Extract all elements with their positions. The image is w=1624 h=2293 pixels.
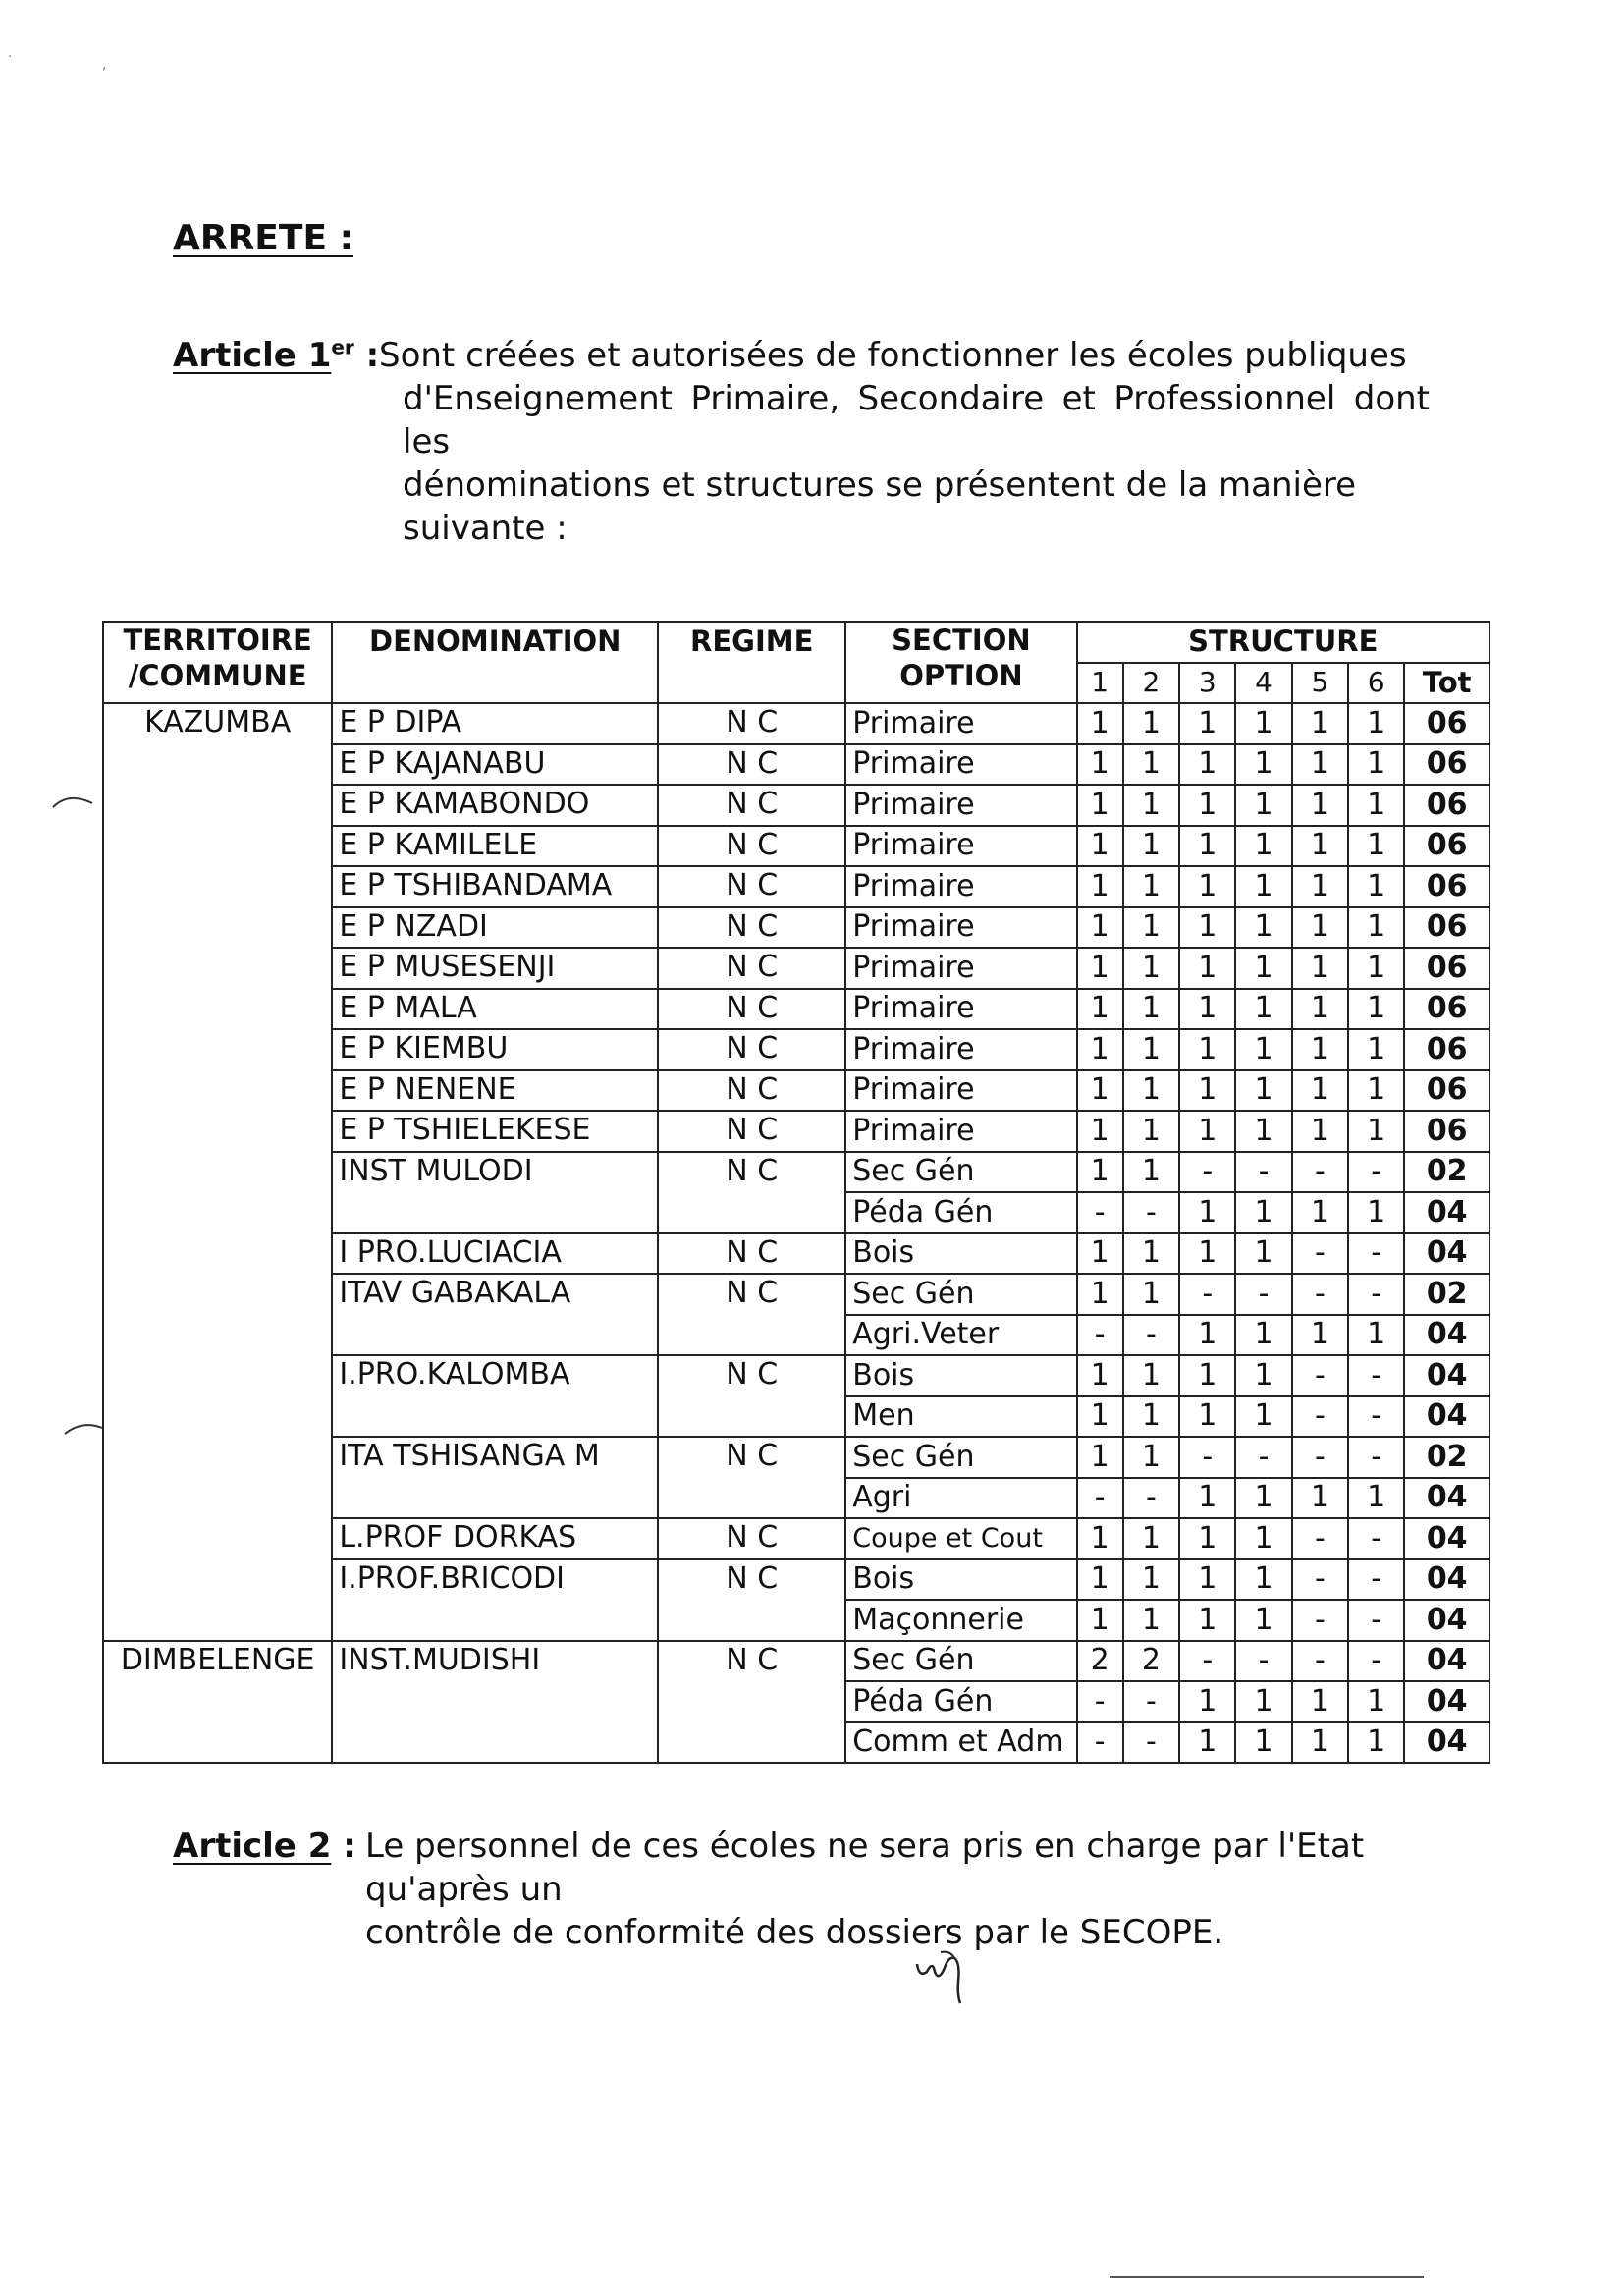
section-cell: Primaire <box>845 1111 1076 1152</box>
level-4-cell: - <box>1235 1437 1291 1478</box>
total-cell: 02 <box>1404 1274 1489 1315</box>
level-4-cell: 1 <box>1235 1681 1291 1722</box>
regime-cell: N C <box>658 1233 845 1275</box>
regime-cell: N C <box>658 703 845 744</box>
level-6-cell: 1 <box>1348 989 1404 1030</box>
level-1-cell: 1 <box>1077 826 1123 867</box>
level-5-cell: - <box>1292 1152 1348 1193</box>
level-6-cell: - <box>1348 1396 1404 1438</box>
level-4-cell: 1 <box>1235 1315 1291 1356</box>
level-1-cell: 1 <box>1077 1559 1123 1601</box>
section-cell: Bois <box>845 1233 1076 1275</box>
level-3-cell: 1 <box>1179 1518 1235 1559</box>
section-cell: Bois <box>845 1559 1076 1601</box>
denomination-cell: E P KAJANABU <box>332 744 658 786</box>
level-1-cell: - <box>1077 1722 1123 1764</box>
denomination-cell: INST MULODI <box>332 1152 658 1233</box>
total-cell: 06 <box>1404 703 1489 744</box>
section-cell: Sec Gén <box>845 1641 1076 1682</box>
article-1-line: suivante : <box>403 509 568 548</box>
section-cell: Men <box>845 1396 1076 1438</box>
regime-cell: N C <box>658 1518 845 1559</box>
level-6-cell: - <box>1348 1559 1404 1601</box>
header-territoire: TERRITOIRE /COMMUNE <box>103 622 332 703</box>
level-3-cell: 1 <box>1179 1029 1235 1070</box>
level-1-cell: 1 <box>1077 744 1123 786</box>
total-cell: 04 <box>1404 1559 1489 1601</box>
level-4-cell: 1 <box>1235 1559 1291 1601</box>
level-3-cell: 1 <box>1179 744 1235 786</box>
article-1-label <box>173 334 379 377</box>
section-cell: Primaire <box>845 744 1076 786</box>
total-cell: 04 <box>1404 1233 1489 1275</box>
denomination-cell: I PRO.LUCIACIA <box>332 1233 658 1275</box>
regime-cell: N C <box>658 989 845 1030</box>
level-6-cell: - <box>1348 1274 1404 1315</box>
level-2-cell: 1 <box>1123 785 1179 826</box>
level-3-cell: 1 <box>1179 1111 1235 1152</box>
denomination-cell: E P NZADI <box>332 907 658 949</box>
level-3-cell: 1 <box>1179 1600 1235 1641</box>
regime-cell: N C <box>658 866 845 907</box>
level-2-cell: 1 <box>1123 1029 1179 1070</box>
total-cell: 04 <box>1404 1315 1489 1356</box>
level-1-cell: 1 <box>1077 1600 1123 1641</box>
level-1-cell: 1 <box>1077 1152 1123 1193</box>
section-cell: Primaire <box>845 948 1076 989</box>
level-1-cell: 1 <box>1077 1396 1123 1438</box>
level-3-cell: 1 <box>1179 1722 1235 1764</box>
level-6-cell: 1 <box>1348 1070 1404 1112</box>
level-5-cell: - <box>1292 1355 1348 1396</box>
level-2-cell: 1 <box>1123 744 1179 786</box>
denomination-cell: I.PRO.KALOMBA <box>332 1355 658 1437</box>
level-1-cell: 1 <box>1077 703 1123 744</box>
level-4-cell: 1 <box>1235 744 1291 786</box>
level-6-cell: 1 <box>1348 1315 1404 1356</box>
section-cell: Agri.Veter <box>845 1315 1076 1356</box>
level-4-cell: 1 <box>1235 1478 1291 1519</box>
level-3-cell: 1 <box>1179 1355 1235 1396</box>
total-cell: 06 <box>1404 744 1489 786</box>
level-1-cell: - <box>1077 1478 1123 1519</box>
level-6-cell: 1 <box>1348 703 1404 744</box>
regime-cell: N C <box>658 1641 845 1764</box>
level-3-cell: 1 <box>1179 785 1235 826</box>
level-4-cell: 1 <box>1235 1233 1291 1275</box>
level-6-cell: 1 <box>1348 1029 1404 1070</box>
header-level-5: 5 <box>1292 663 1348 704</box>
article-1-text <box>379 334 1430 550</box>
header-regime: REGIME <box>658 622 845 703</box>
level-4-cell: - <box>1235 1641 1291 1682</box>
article-1-title: Article 1 <box>173 336 332 375</box>
level-1-cell: 1 <box>1077 785 1123 826</box>
margin-mark <box>49 786 98 815</box>
level-1-cell: 1 <box>1077 1111 1123 1152</box>
level-6-cell: 1 <box>1348 1478 1404 1519</box>
level-2-cell: 1 <box>1123 703 1179 744</box>
total-cell: 06 <box>1404 826 1489 867</box>
total-cell: 06 <box>1404 989 1489 1030</box>
section-cell: Péda Gén <box>845 1192 1076 1233</box>
level-3-cell: 1 <box>1179 1681 1235 1722</box>
article-2-line: Le personnel de ces écoles ne sera pris en charge par l'Etat qu'après un <box>365 1827 1365 1909</box>
level-5-cell: 1 <box>1292 826 1348 867</box>
denomination-cell: L.PROF DORKAS <box>332 1518 658 1559</box>
level-3-cell: 1 <box>1179 1070 1235 1112</box>
article-2 <box>173 1825 1430 1954</box>
denomination-cell: E P NENENE <box>332 1070 658 1112</box>
section-cell: Bois <box>845 1355 1076 1396</box>
regime-cell: N C <box>658 785 845 826</box>
header-level-2: 2 <box>1123 663 1179 704</box>
denomination-cell: E P KIEMBU <box>332 1029 658 1070</box>
section-cell: Primaire <box>845 989 1076 1030</box>
denomination-cell: E P MALA <box>332 989 658 1030</box>
level-1-cell: - <box>1077 1681 1123 1722</box>
level-5-cell: 1 <box>1292 744 1348 786</box>
denomination-cell: E P TSHIELEKESE <box>332 1111 658 1152</box>
level-6-cell: - <box>1348 1600 1404 1641</box>
level-1-cell: 1 <box>1077 1437 1123 1478</box>
level-1-cell: 1 <box>1077 1029 1123 1070</box>
level-5-cell: 1 <box>1292 1478 1348 1519</box>
level-2-cell: 1 <box>1123 948 1179 989</box>
level-5-cell: 1 <box>1292 1070 1348 1112</box>
level-4-cell: 1 <box>1235 1029 1291 1070</box>
level-6-cell: - <box>1348 1641 1404 1682</box>
level-5-cell: - <box>1292 1233 1348 1275</box>
regime-cell: N C <box>658 1111 845 1152</box>
level-2-cell: 1 <box>1123 989 1179 1030</box>
level-3-cell: 1 <box>1179 1233 1235 1275</box>
level-3-cell: 1 <box>1179 1478 1235 1519</box>
level-4-cell: 1 <box>1235 1600 1291 1641</box>
section-cell: Primaire <box>845 703 1076 744</box>
level-3-cell: 1 <box>1179 866 1235 907</box>
article-2-label <box>173 1825 356 1868</box>
section-cell: Sec Gén <box>845 1437 1076 1478</box>
level-5-cell: - <box>1292 1600 1348 1641</box>
level-4-cell: 1 <box>1235 826 1291 867</box>
level-6-cell: 1 <box>1348 907 1404 949</box>
denomination-cell: ITAV GABAKALA <box>332 1274 658 1355</box>
level-6-cell: 1 <box>1348 744 1404 786</box>
article-1 <box>173 334 1430 550</box>
denomination-cell: E P DIPA <box>332 703 658 744</box>
level-2-cell: 1 <box>1123 1518 1179 1559</box>
level-5-cell: - <box>1292 1518 1348 1559</box>
level-2-cell: 1 <box>1123 1070 1179 1112</box>
level-3-cell: 1 <box>1179 948 1235 989</box>
total-cell: 02 <box>1404 1437 1489 1478</box>
section-cell: Primaire <box>845 1029 1076 1070</box>
level-3-cell: 1 <box>1179 907 1235 949</box>
total-cell: 04 <box>1404 1355 1489 1396</box>
scan-speck: · <box>8 49 13 65</box>
level-1-cell: 1 <box>1077 989 1123 1030</box>
level-4-cell: 1 <box>1235 866 1291 907</box>
header-level-4: 4 <box>1235 663 1291 704</box>
level-4-cell: 1 <box>1235 1518 1291 1559</box>
signature-initials <box>911 1942 980 2005</box>
header-total: Tot <box>1404 663 1489 704</box>
article-1-line: Sont créées et autorisées de fonctionner les écoles publiques <box>379 336 1407 375</box>
level-6-cell: - <box>1348 1355 1404 1396</box>
level-5-cell: 1 <box>1292 785 1348 826</box>
article-1-line: dénominations et structures se présentent de la manière <box>403 465 1357 505</box>
header-denomination: DENOMINATION <box>332 622 658 703</box>
total-cell: 04 <box>1404 1641 1489 1682</box>
header-structure: STRUCTURE <box>1077 622 1489 663</box>
level-3-cell: 1 <box>1179 1315 1235 1356</box>
level-5-cell: - <box>1292 1437 1348 1478</box>
level-2-cell: 1 <box>1123 907 1179 949</box>
level-5-cell: - <box>1292 1396 1348 1438</box>
level-1-cell: 1 <box>1077 1274 1123 1315</box>
level-2-cell: 1 <box>1123 1152 1179 1193</box>
total-cell: 06 <box>1404 866 1489 907</box>
level-6-cell: - <box>1348 1437 1404 1478</box>
section-cell: Péda Gén <box>845 1681 1076 1722</box>
level-2-cell: 1 <box>1123 866 1179 907</box>
article-2-title: Article 2 <box>173 1827 332 1866</box>
regime-cell: N C <box>658 1152 845 1233</box>
denomination-cell: ITA TSHISANGA M <box>332 1437 658 1518</box>
table-row <box>103 1641 1489 1682</box>
level-5-cell: 1 <box>1292 907 1348 949</box>
level-3-cell: 1 <box>1179 1192 1235 1233</box>
header-section-option: SECTION OPTION <box>845 622 1076 703</box>
denomination-cell: E P TSHIBANDAMA <box>332 866 658 907</box>
level-3-cell: - <box>1179 1274 1235 1315</box>
level-4-cell: 1 <box>1235 1355 1291 1396</box>
level-6-cell: - <box>1348 1518 1404 1559</box>
level-5-cell: 1 <box>1292 1192 1348 1233</box>
article-2-text <box>365 1825 1430 1954</box>
regime-cell: N C <box>658 1437 845 1518</box>
regime-cell: N C <box>658 826 845 867</box>
section-cell: Primaire <box>845 785 1076 826</box>
level-3-cell: 1 <box>1179 1559 1235 1601</box>
level-2-cell: 1 <box>1123 1437 1179 1478</box>
denomination-cell: I.PROF.BRICODI <box>332 1559 658 1641</box>
regime-cell: N C <box>658 744 845 786</box>
level-6-cell: 1 <box>1348 866 1404 907</box>
level-2-cell: - <box>1123 1315 1179 1356</box>
section-cell: Primaire <box>845 866 1076 907</box>
level-4-cell: 1 <box>1235 1111 1291 1152</box>
level-5-cell: 1 <box>1292 1111 1348 1152</box>
regime-cell: N C <box>658 948 845 989</box>
denomination-cell: INST.MUDISHI <box>332 1641 658 1764</box>
level-5-cell: 1 <box>1292 1722 1348 1764</box>
denomination-cell: E P KAMILELE <box>332 826 658 867</box>
level-2-cell: 1 <box>1123 826 1179 867</box>
level-4-cell: 1 <box>1235 703 1291 744</box>
level-2-cell: 1 <box>1123 1274 1179 1315</box>
level-5-cell: 1 <box>1292 1315 1348 1356</box>
scan-speck: , <box>102 57 107 73</box>
level-1-cell: 1 <box>1077 948 1123 989</box>
level-4-cell: - <box>1235 1152 1291 1193</box>
section-cell: Primaire <box>845 826 1076 867</box>
section-cell: Primaire <box>845 907 1076 949</box>
header-level-6: 6 <box>1348 663 1404 704</box>
level-1-cell: 1 <box>1077 907 1123 949</box>
article-2-colon: : <box>331 1827 356 1866</box>
section-cell: Maçonnerie <box>845 1600 1076 1641</box>
level-6-cell: 1 <box>1348 948 1404 989</box>
section-cell: Sec Gén <box>845 1274 1076 1315</box>
level-5-cell: 1 <box>1292 1029 1348 1070</box>
total-cell: 04 <box>1404 1396 1489 1438</box>
denomination-cell: E P MUSESENJI <box>332 948 658 989</box>
level-2-cell: 1 <box>1123 1233 1179 1275</box>
table-row <box>103 703 1489 744</box>
section-cell: Comm et Adm <box>845 1722 1076 1764</box>
section-cell: Sec Gén <box>845 1152 1076 1193</box>
level-2-cell: - <box>1123 1722 1179 1764</box>
table-body <box>103 703 1489 1763</box>
level-3-cell: - <box>1179 1641 1235 1682</box>
header-level-1: 1 <box>1077 663 1123 704</box>
level-1-cell: 1 <box>1077 1355 1123 1396</box>
section-cell: Agri <box>845 1478 1076 1519</box>
level-2-cell: 1 <box>1123 1600 1179 1641</box>
level-1-cell: - <box>1077 1315 1123 1356</box>
level-1-cell: 1 <box>1077 866 1123 907</box>
level-4-cell: 1 <box>1235 1192 1291 1233</box>
level-5-cell: - <box>1292 1641 1348 1682</box>
level-3-cell: - <box>1179 1437 1235 1478</box>
denomination-cell: E P KAMABONDO <box>332 785 658 826</box>
total-cell: 04 <box>1404 1681 1489 1722</box>
level-2-cell: 1 <box>1123 1559 1179 1601</box>
level-6-cell: 1 <box>1348 1111 1404 1152</box>
total-cell: 06 <box>1404 785 1489 826</box>
level-6-cell: 1 <box>1348 1681 1404 1722</box>
level-2-cell: - <box>1123 1681 1179 1722</box>
level-2-cell: 1 <box>1123 1111 1179 1152</box>
level-1-cell: - <box>1077 1192 1123 1233</box>
level-1-cell: 1 <box>1077 1070 1123 1112</box>
level-6-cell: 1 <box>1348 1722 1404 1764</box>
level-6-cell: - <box>1348 1233 1404 1275</box>
schools-table <box>102 621 1490 1764</box>
total-cell: 06 <box>1404 948 1489 989</box>
level-5-cell: 1 <box>1292 948 1348 989</box>
level-2-cell: 1 <box>1123 1396 1179 1438</box>
level-6-cell: - <box>1348 1152 1404 1193</box>
total-cell: 06 <box>1404 1111 1489 1152</box>
level-4-cell: 1 <box>1235 1070 1291 1112</box>
regime-cell: N C <box>658 1070 845 1112</box>
margin-mark <box>61 1412 108 1442</box>
level-4-cell: - <box>1235 1274 1291 1315</box>
section-cell: Coupe et Cout <box>845 1518 1076 1559</box>
total-cell: 06 <box>1404 907 1489 949</box>
level-3-cell: 1 <box>1179 703 1235 744</box>
territoire-cell: DIMBELENGE <box>103 1641 332 1764</box>
total-cell: 06 <box>1404 1070 1489 1112</box>
level-4-cell: 1 <box>1235 989 1291 1030</box>
level-5-cell: - <box>1292 1274 1348 1315</box>
regime-cell: N C <box>658 907 845 949</box>
level-4-cell: 1 <box>1235 1396 1291 1438</box>
article-1-line: d'Enseignement Primaire, Secondaire et Professionnel dont les <box>403 379 1430 462</box>
regime-cell: N C <box>658 1559 845 1641</box>
total-cell: 04 <box>1404 1478 1489 1519</box>
level-4-cell: 1 <box>1235 1722 1291 1764</box>
level-3-cell: 1 <box>1179 826 1235 867</box>
header-level-3: 3 <box>1179 663 1235 704</box>
page-heading: ARRETE : <box>173 218 353 258</box>
total-cell: 06 <box>1404 1029 1489 1070</box>
territoire-cell: KAZUMBA <box>103 703 332 1641</box>
level-5-cell: 1 <box>1292 703 1348 744</box>
regime-cell: N C <box>658 1274 845 1355</box>
level-4-cell: 1 <box>1235 948 1291 989</box>
level-4-cell: 1 <box>1235 785 1291 826</box>
level-1-cell: 1 <box>1077 1518 1123 1559</box>
level-2-cell: - <box>1123 1192 1179 1233</box>
total-cell: 04 <box>1404 1600 1489 1641</box>
level-5-cell: - <box>1292 1559 1348 1601</box>
level-6-cell: 1 <box>1348 826 1404 867</box>
total-cell: 04 <box>1404 1518 1489 1559</box>
level-3-cell: - <box>1179 1152 1235 1193</box>
level-5-cell: 1 <box>1292 989 1348 1030</box>
total-cell: 04 <box>1404 1192 1489 1233</box>
regime-cell: N C <box>658 1355 845 1437</box>
level-2-cell: 1 <box>1123 1355 1179 1396</box>
level-3-cell: 1 <box>1179 989 1235 1030</box>
article-2-line: contrôle de conformité des dossiers par le SECOPE. <box>365 1913 1224 1952</box>
page-edge-line <box>1110 2276 1424 2278</box>
level-4-cell: 1 <box>1235 907 1291 949</box>
article-1-colon: : <box>353 336 380 375</box>
level-6-cell: 1 <box>1348 785 1404 826</box>
level-2-cell: - <box>1123 1478 1179 1519</box>
level-1-cell: 2 <box>1077 1641 1123 1682</box>
article-1-superscript: er <box>331 335 354 359</box>
level-5-cell: 1 <box>1292 1681 1348 1722</box>
level-6-cell: 1 <box>1348 1192 1404 1233</box>
level-1-cell: 1 <box>1077 1233 1123 1275</box>
level-5-cell: 1 <box>1292 866 1348 907</box>
section-cell: Primaire <box>845 1070 1076 1112</box>
regime-cell: N C <box>658 1029 845 1070</box>
level-3-cell: 1 <box>1179 1396 1235 1438</box>
total-cell: 04 <box>1404 1722 1489 1764</box>
level-2-cell: 2 <box>1123 1641 1179 1682</box>
total-cell: 02 <box>1404 1152 1489 1193</box>
